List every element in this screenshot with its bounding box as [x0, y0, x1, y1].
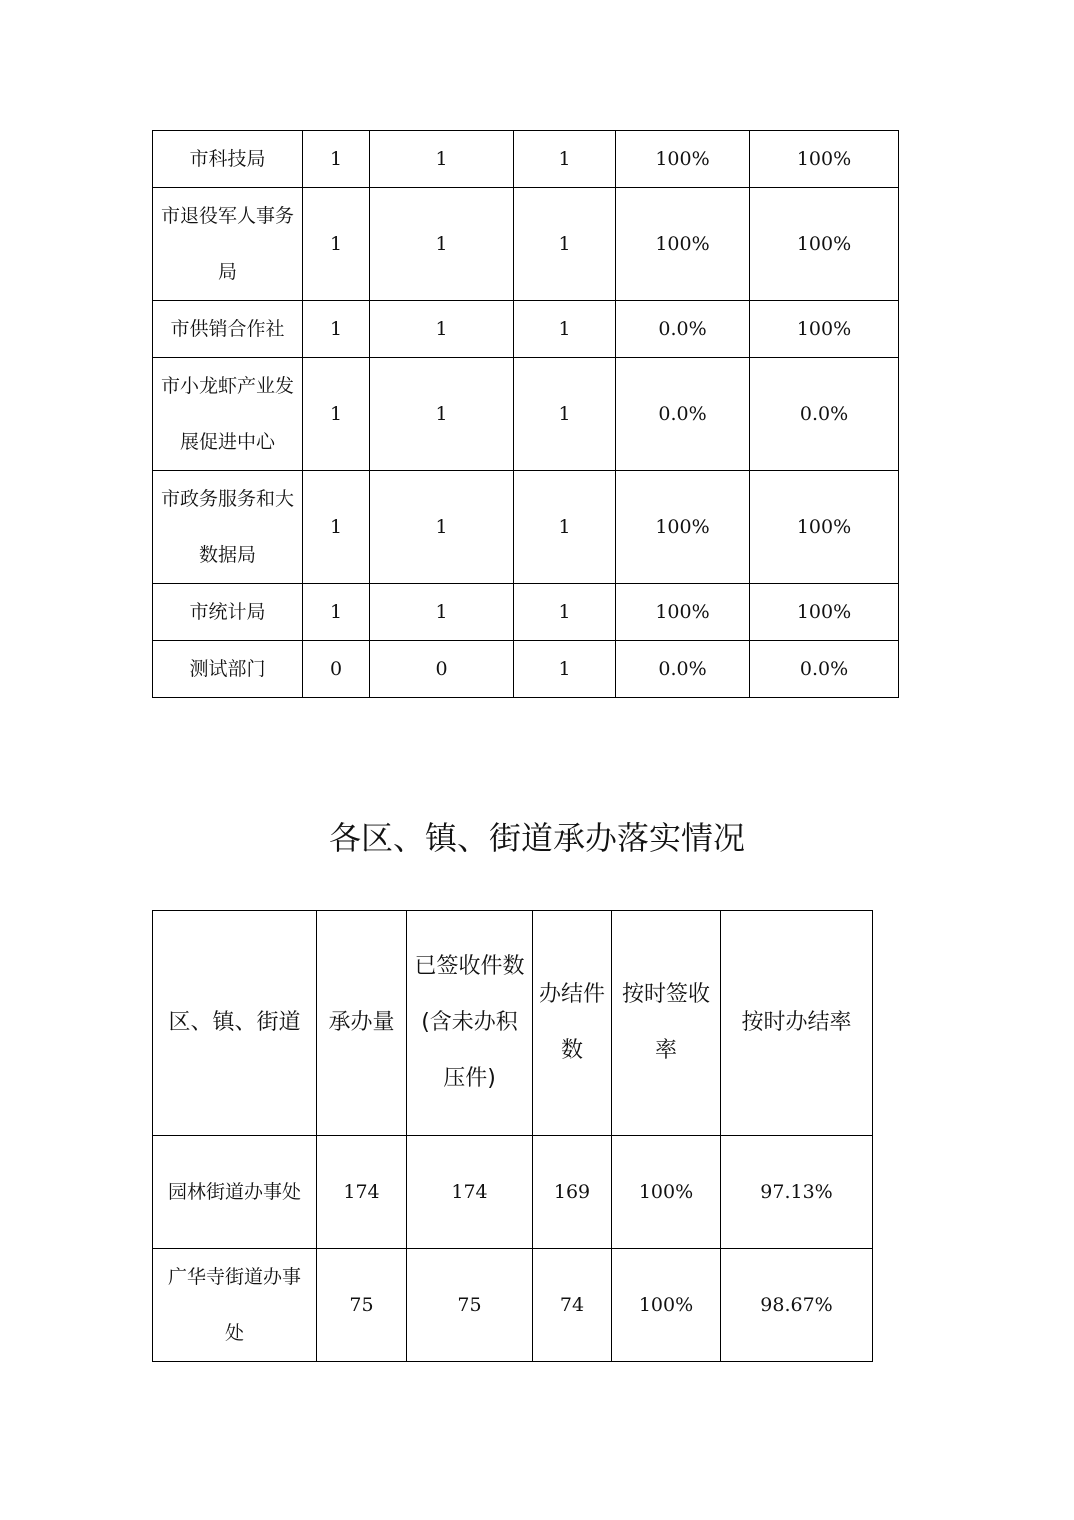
table-cell: 1 [370, 301, 514, 358]
dept-name: 市供销合作社 [153, 301, 303, 358]
table-row [153, 641, 899, 698]
district-name: 广华寺街道办事处 [153, 1249, 317, 1362]
table-cell: 100% [750, 131, 899, 188]
district-table [152, 910, 873, 1362]
table-cell: 97.13% [721, 1136, 873, 1249]
dept-name: 市科技局 [153, 131, 303, 188]
table-row [153, 358, 899, 471]
table-row [153, 584, 899, 641]
dept-name: 市退役军人事务局 [153, 188, 303, 301]
table-row [153, 131, 899, 188]
dept-name: 市小龙虾产业发展促进中心 [153, 358, 303, 471]
table-row [153, 188, 899, 301]
table-cell: 1 [514, 131, 616, 188]
table-cell: 1 [303, 471, 370, 584]
table-cell: 174 [317, 1136, 407, 1249]
table-cell: 1 [303, 131, 370, 188]
header-done-rate: 按时办结率 [721, 911, 873, 1136]
table-cell: 1 [303, 188, 370, 301]
table-cell: 0.0% [616, 641, 750, 698]
header-sign-rate: 按时签收率 [612, 911, 721, 1136]
header-amount: 承办量 [317, 911, 407, 1136]
table-header-row [153, 911, 873, 1136]
table-cell: 100% [750, 188, 899, 301]
dept-name: 市统计局 [153, 584, 303, 641]
table-cell: 1 [370, 188, 514, 301]
dept-name: 市政务服务和大数据局 [153, 471, 303, 584]
table-cell: 1 [370, 584, 514, 641]
district-name: 园林街道办事处 [153, 1136, 317, 1249]
table-row [153, 1136, 873, 1249]
table-row [153, 471, 899, 584]
table-cell: 100% [612, 1136, 721, 1249]
table-cell: 0.0% [616, 358, 750, 471]
table-cell: 1 [514, 471, 616, 584]
table-cell: 1 [514, 301, 616, 358]
table-cell: 98.67% [721, 1249, 873, 1362]
table-cell: 100% [750, 471, 899, 584]
header-district: 区、镇、街道 [153, 911, 317, 1136]
table-cell: 169 [533, 1136, 612, 1249]
dept-name: 测试部门 [153, 641, 303, 698]
table-cell: 0 [370, 641, 514, 698]
table-cell: 174 [407, 1136, 533, 1249]
table-cell: 1 [514, 358, 616, 471]
table-cell: 75 [407, 1249, 533, 1362]
section-title: 各区、镇、街道承办落实情况 [328, 819, 745, 857]
table-cell: 1 [514, 188, 616, 301]
table-cell: 1 [370, 358, 514, 471]
table-cell: 100% [750, 584, 899, 641]
header-done: 办结件数 [533, 911, 612, 1136]
table-cell: 100% [750, 301, 899, 358]
table-cell: 1 [370, 131, 514, 188]
table-cell: 1 [514, 584, 616, 641]
table-cell: 1 [303, 301, 370, 358]
table-cell: 1 [370, 471, 514, 584]
table-cell: 75 [317, 1249, 407, 1362]
table-row [153, 1249, 873, 1362]
department-table [152, 130, 899, 698]
table-cell: 0.0% [616, 301, 750, 358]
table-cell: 100% [616, 131, 750, 188]
table-cell: 1 [514, 641, 616, 698]
table-cell: 100% [616, 188, 750, 301]
table-cell: 100% [616, 584, 750, 641]
header-signed: 已签收件数(含未办积压件) [407, 911, 533, 1136]
table-cell: 0 [303, 641, 370, 698]
table-cell: 1 [303, 358, 370, 471]
table-cell: 1 [303, 584, 370, 641]
table-cell: 100% [612, 1249, 721, 1362]
table-cell: 0.0% [750, 641, 899, 698]
table-cell: 74 [533, 1249, 612, 1362]
table-cell: 0.0% [750, 358, 899, 471]
table-cell: 100% [616, 471, 750, 584]
table-row [153, 301, 899, 358]
